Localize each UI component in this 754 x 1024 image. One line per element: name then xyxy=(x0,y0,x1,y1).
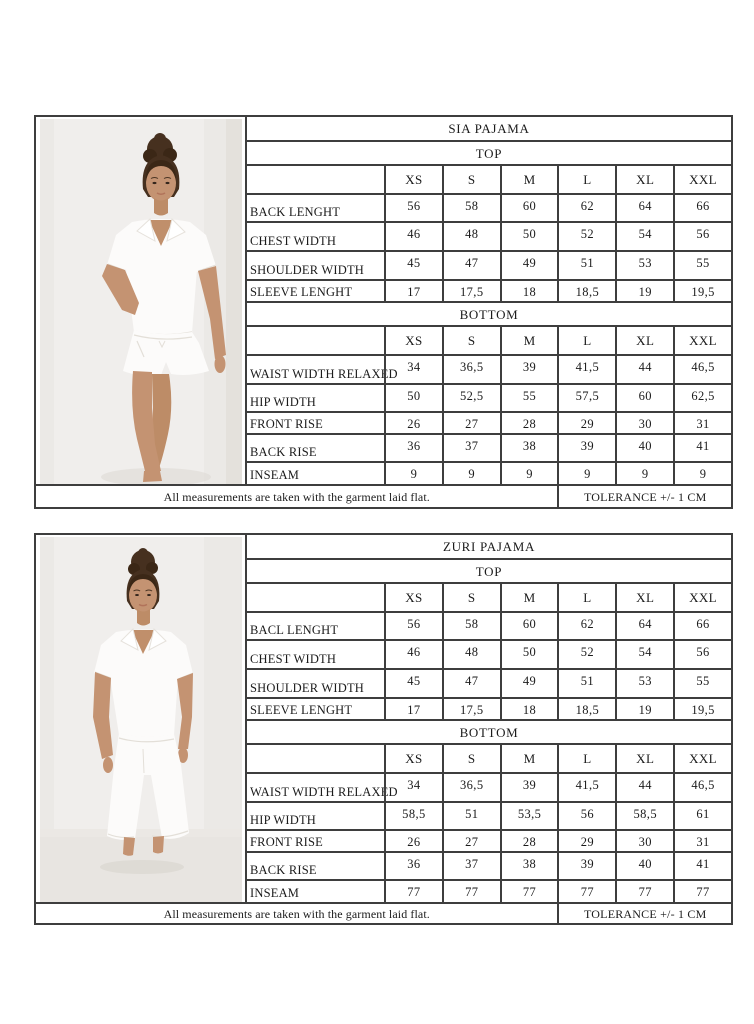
size-value: 60 xyxy=(615,383,673,411)
size-value: 41 xyxy=(673,433,731,461)
size-value: 27 xyxy=(442,829,500,851)
size-value: 18,5 xyxy=(557,279,615,301)
floor-shadow xyxy=(100,860,184,874)
size-col-header: XS xyxy=(384,164,442,193)
size-col-header: S xyxy=(442,582,500,611)
row-label: BACK LENGHT xyxy=(245,193,384,221)
row-label: FRONT RISE xyxy=(245,411,384,433)
tolerance-note: TOLERANCE +/- 1 CM xyxy=(557,484,731,507)
size-value: 40 xyxy=(615,851,673,879)
size-value: 26 xyxy=(384,411,442,433)
size-value: 53,5 xyxy=(500,801,558,829)
row-label: HIP WIDTH xyxy=(245,801,384,829)
row-label: WAIST WIDTH RELAXED xyxy=(245,772,384,801)
model-photo-shorts-illustration xyxy=(40,119,242,484)
size-value: 56 xyxy=(384,193,442,221)
size-col-header: M xyxy=(500,325,558,354)
size-col-header: XL xyxy=(615,325,673,354)
size-value: 47 xyxy=(442,250,500,279)
size-value: 56 xyxy=(557,801,615,829)
product-photo-zuri xyxy=(36,535,245,902)
size-value: 60 xyxy=(500,193,558,221)
size-value: 40 xyxy=(615,433,673,461)
size-value: 50 xyxy=(384,383,442,411)
row-label: BACL LENGHT xyxy=(245,611,384,639)
size-col-header: XL xyxy=(615,743,673,772)
size-value: 34 xyxy=(384,772,442,801)
size-col-header: XS xyxy=(384,325,442,354)
row-label: BACK RISE xyxy=(245,851,384,879)
row-label: FRONT RISE xyxy=(245,829,384,851)
size-value: 48 xyxy=(442,639,500,668)
size-value: 28 xyxy=(500,829,558,851)
size-col-header: XL xyxy=(615,164,673,193)
size-col-header: M xyxy=(500,582,558,611)
size-value: 41 xyxy=(673,851,731,879)
section-header: BOTTOM xyxy=(245,301,731,325)
size-header-spacer xyxy=(245,164,384,193)
size-value: 37 xyxy=(442,851,500,879)
size-col-header: XS xyxy=(384,743,442,772)
row-label: BACK RISE xyxy=(245,433,384,461)
photo-edge-shadow xyxy=(226,119,242,484)
row-label: SHOULDER WIDTH xyxy=(245,668,384,697)
size-value: 45 xyxy=(384,250,442,279)
size-value: 9 xyxy=(442,461,500,484)
size-col-header: XXL xyxy=(673,325,731,354)
model-face xyxy=(146,160,176,202)
size-value: 9 xyxy=(384,461,442,484)
size-value: 77 xyxy=(615,879,673,902)
size-value: 39 xyxy=(557,851,615,879)
size-value: 44 xyxy=(615,354,673,383)
size-value: 77 xyxy=(384,879,442,902)
size-value: 26 xyxy=(384,829,442,851)
size-value: 9 xyxy=(673,461,731,484)
size-value: 36,5 xyxy=(442,772,500,801)
size-value: 44 xyxy=(615,772,673,801)
model-face xyxy=(129,574,157,613)
size-value: 30 xyxy=(615,829,673,851)
size-value: 50 xyxy=(500,639,558,668)
size-value: 77 xyxy=(673,879,731,902)
floor-blend xyxy=(40,829,242,837)
size-value: 54 xyxy=(615,221,673,250)
size-value: 50 xyxy=(500,221,558,250)
size-value: 19,5 xyxy=(673,697,731,719)
size-value: 41,5 xyxy=(557,772,615,801)
size-value: 19,5 xyxy=(673,279,731,301)
size-value: 62,5 xyxy=(673,383,731,411)
size-col-header: XS xyxy=(384,582,442,611)
size-value: 58 xyxy=(442,193,500,221)
size-value: 66 xyxy=(673,193,731,221)
table-title: SIA PAJAMA xyxy=(245,117,731,140)
size-value: 58,5 xyxy=(384,801,442,829)
size-value: 36,5 xyxy=(442,354,500,383)
size-value: 55 xyxy=(673,668,731,697)
row-label: HIP WIDTH xyxy=(245,383,384,411)
size-value: 52,5 xyxy=(442,383,500,411)
row-label: CHEST WIDTH xyxy=(245,639,384,668)
size-value: 17,5 xyxy=(442,279,500,301)
size-value: 39 xyxy=(500,354,558,383)
size-value: 46 xyxy=(384,221,442,250)
zuri-pajama-size-chart xyxy=(34,533,733,925)
size-value: 28 xyxy=(500,411,558,433)
row-label: CHEST WIDTH xyxy=(245,221,384,250)
size-value: 31 xyxy=(673,411,731,433)
size-value: 47 xyxy=(442,668,500,697)
measurement-note: All measurements are taken with the garment laid flat. xyxy=(36,902,557,923)
row-label: SHOULDER WIDTH xyxy=(245,250,384,279)
size-value: 52 xyxy=(557,221,615,250)
size-value: 46,5 xyxy=(673,354,731,383)
size-col-header: XL xyxy=(615,582,673,611)
size-col-header: L xyxy=(557,582,615,611)
measurement-note: All measurements are taken with the garment laid flat. xyxy=(36,484,557,507)
size-value: 38 xyxy=(500,851,558,879)
size-value: 64 xyxy=(615,611,673,639)
size-col-header: M xyxy=(500,164,558,193)
size-value: 58 xyxy=(442,611,500,639)
size-value: 77 xyxy=(557,879,615,902)
size-value: 77 xyxy=(442,879,500,902)
model-photo-pants-illustration xyxy=(40,537,242,902)
row-label: WAIST WIDTH RELAXED xyxy=(245,354,384,383)
size-value: 18 xyxy=(500,697,558,719)
size-value: 41,5 xyxy=(557,354,615,383)
size-header-spacer xyxy=(245,582,384,611)
size-value: 52 xyxy=(557,639,615,668)
size-value: 56 xyxy=(673,221,731,250)
size-value: 55 xyxy=(673,250,731,279)
size-col-header: S xyxy=(442,325,500,354)
size-value: 17 xyxy=(384,697,442,719)
size-value: 36 xyxy=(384,851,442,879)
size-col-header: XXL xyxy=(673,164,731,193)
size-value: 34 xyxy=(384,354,442,383)
size-value: 53 xyxy=(615,250,673,279)
size-col-header: M xyxy=(500,743,558,772)
size-col-header: XXL xyxy=(673,582,731,611)
size-value: 39 xyxy=(557,433,615,461)
size-value: 77 xyxy=(500,879,558,902)
size-value: 56 xyxy=(673,639,731,668)
size-value: 36 xyxy=(384,433,442,461)
size-value: 46 xyxy=(384,639,442,668)
size-col-header: L xyxy=(557,164,615,193)
model-neck xyxy=(154,198,168,216)
size-value: 57,5 xyxy=(557,383,615,411)
size-value: 39 xyxy=(500,772,558,801)
sia-pajama-size-chart xyxy=(34,115,733,509)
size-value: 27 xyxy=(442,411,500,433)
size-value: 38 xyxy=(500,433,558,461)
size-value: 17 xyxy=(384,279,442,301)
size-value: 19 xyxy=(615,279,673,301)
size-header-spacer xyxy=(245,743,384,772)
size-value: 46,5 xyxy=(673,772,731,801)
size-value: 31 xyxy=(673,829,731,851)
product-photo-sia xyxy=(36,117,245,484)
size-col-header: L xyxy=(557,743,615,772)
row-label: SLEEVE LENGHT xyxy=(245,279,384,301)
size-value: 61 xyxy=(673,801,731,829)
size-value: 45 xyxy=(384,668,442,697)
size-value: 29 xyxy=(557,829,615,851)
size-value: 66 xyxy=(673,611,731,639)
size-value: 30 xyxy=(615,411,673,433)
tolerance-note: TOLERANCE +/- 1 CM xyxy=(557,902,731,923)
section-header: TOP xyxy=(245,140,731,164)
size-value: 51 xyxy=(557,668,615,697)
size-header-spacer xyxy=(245,325,384,354)
size-value: 37 xyxy=(442,433,500,461)
size-value: 51 xyxy=(557,250,615,279)
size-value: 49 xyxy=(500,250,558,279)
size-value: 19 xyxy=(615,697,673,719)
row-label: SLEEVE LENGHT xyxy=(245,697,384,719)
size-col-header: S xyxy=(442,743,500,772)
row-label: INSEAM xyxy=(245,879,384,902)
size-value: 29 xyxy=(557,411,615,433)
size-value: 9 xyxy=(615,461,673,484)
size-col-header: S xyxy=(442,164,500,193)
size-value: 54 xyxy=(615,639,673,668)
section-header: TOP xyxy=(245,558,731,582)
row-label: INSEAM xyxy=(245,461,384,484)
size-value: 9 xyxy=(500,461,558,484)
size-value: 62 xyxy=(557,193,615,221)
size-value: 53 xyxy=(615,668,673,697)
size-value: 56 xyxy=(384,611,442,639)
size-value: 60 xyxy=(500,611,558,639)
size-value: 51 xyxy=(442,801,500,829)
model-foot xyxy=(143,471,162,482)
size-col-header: L xyxy=(557,325,615,354)
section-header: BOTTOM xyxy=(245,719,731,743)
size-value: 64 xyxy=(615,193,673,221)
size-value: 17,5 xyxy=(442,697,500,719)
size-value: 49 xyxy=(500,668,558,697)
size-value: 18,5 xyxy=(557,697,615,719)
size-value: 9 xyxy=(557,461,615,484)
table-title: ZURI PAJAMA xyxy=(245,535,731,558)
size-value: 48 xyxy=(442,221,500,250)
size-value: 55 xyxy=(500,383,558,411)
size-value: 58,5 xyxy=(615,801,673,829)
size-col-header: XXL xyxy=(673,743,731,772)
size-value: 18 xyxy=(500,279,558,301)
size-value: 62 xyxy=(557,611,615,639)
